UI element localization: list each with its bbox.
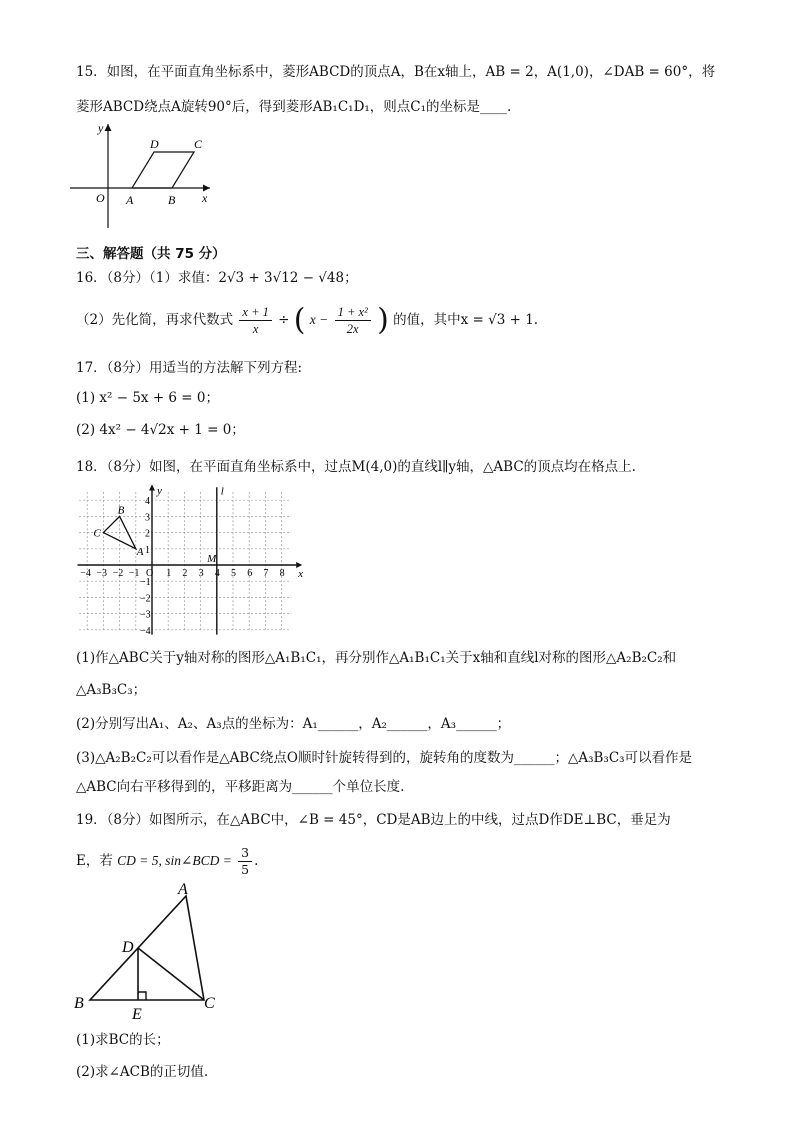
q16-part2-prefix: （2）先化简，再求代数式 [76,312,234,328]
q19-frac-den: 5 [241,862,250,877]
q19-label-B: B [74,995,84,1012]
y-tick-label: 3 [145,512,150,524]
q16-frac2-den: 2x [346,322,359,336]
y-tick-label: −3 [140,609,151,621]
q15-figure [70,118,220,233]
label-C: C [93,527,101,540]
q19-stem-b-math: CD = 5, sin∠BCD = [117,853,232,868]
x-tick-label: 5 [231,568,236,579]
q15-label-C: C [194,137,203,151]
q19-stem-b-prefix: E，若 [76,853,113,869]
q19-label-A: A [178,881,188,898]
q19-frac [238,845,252,878]
q15-label-B: B [168,193,176,207]
q18-p1a: (1)作△ABC关于y轴对称的图形△A₁B₁C₁，再分别作△A₁B₁C₁关于x轴和直线l对称的图形△A₂B₂C₂和 [76,650,677,666]
q16-frac1-den: x [252,322,259,336]
q16-frac2-num: 1 + x² [335,304,371,321]
q16-part2-suffix: 的值，其中x = √3 + 1. [393,312,539,328]
q19-stem-a: 19．（8分）如图所示，在△ABC中，∠B = 45°，CD是AB边上的中线，过点D作DE⊥BC，垂足为 [76,812,671,828]
label-x: x [298,568,304,580]
q18-p1b: △A₃B₃C₃； [76,682,147,698]
q18-p3a: (3)△A₂B₂C₂可以看作是△ABC绕点O顺时针旋转得到的，旋转角的度数为______；△A₃B₃C₃可以看作是 [76,750,693,766]
q15-line2: 菱形ABCD绕点A旋转90°后，得到菱形AB₁C₁D₁，则点C₁的坐标是____. [76,99,512,115]
label-B: B [117,504,125,517]
q15-label-x: x [202,191,208,205]
x-tick-label: 1 [166,568,172,579]
section-title: 三、解答题（共 75 分） [76,246,226,262]
q17-stem: 17．（8分）用适当的方法解下列方程: [76,360,303,376]
x-tick-label: O [146,568,154,579]
q17-eq2: (2) 4x² − 4√2x + 1 = 0； [76,422,245,438]
x-tick-label: −1 [128,568,140,579]
label-A: A [136,545,144,558]
q19-label-E: E [132,1006,142,1023]
q15-line1: 15．如图，在平面直角坐标系中，菱形ABCD的顶点A，B在x轴上，AB = 2，A(1,0)，∠DAB = 60°，将 [76,64,716,80]
q15-label-y: y [98,121,104,135]
q17-eq1: (1) x² − 5x + 6 = 0； [76,390,220,406]
q19-q2: (2)求∠ACB的正切值. [76,1064,209,1080]
q19-frac-num: 3 [238,845,252,862]
x-tick-label: −4 [80,568,91,579]
x-tick-label: 8 [279,568,285,579]
q16-frac2 [335,304,371,337]
q19-label-C: C [204,995,215,1012]
y-tick-label: 2 [145,528,150,540]
q18-grid-figure [70,485,304,637]
x-tick-label: 3 [198,568,204,579]
label-l: l [220,485,224,498]
x-tick-label: 2 [182,568,188,579]
x-tick-label: −2 [112,568,124,579]
q16-part1: 16．（8分）（1）求值：2√3 + 3√12 − √48； [76,270,358,286]
y-tick-label: 1 [145,544,150,556]
label-y: y [157,485,162,498]
q16-frac1 [239,304,271,337]
q19-triangle-figure [70,882,230,1022]
q15-label-D: D [150,137,159,151]
x-tick-label: 6 [247,568,253,579]
q19-q1: (1)求BC的长； [76,1032,170,1048]
q19-stem-b: E，若 CD = 5, sin∠BCD = $\frac{3}{5}$ . [76,845,259,877]
q16-frac1-num: x + 1 [239,304,271,321]
x-tick-label: 4 [214,568,220,579]
label-M: M [207,553,217,565]
q18-stem: 18．（8分）如图，在平面直角坐标系中，过点M(4,0)的直线l∥y轴，△ABC的顶点均在格点上. [76,459,636,475]
x-tick-label: −3 [96,568,108,579]
q16-part2: （2）先化简，再求代数式 $\frac{x + 1}{x}$ ÷ ( x − $\frac{\text{1 + x²}}{2x}$ ) 的值，其中x = √3 + 1. [76,302,539,338]
y-tick-label: −4 [140,625,151,637]
y-axis-arrow [149,484,155,490]
q15-label-A: A [126,193,134,207]
q18-p3b: △ABC向右平移得到的，平移距离为______个单位长度. [76,779,405,795]
x-tick-label: 7 [263,568,269,579]
y-tick-label: −2 [140,593,151,605]
q19-label-D: D [122,939,134,956]
q18-p2: (2)分别写出A₁、A₂、A₃点的坐标为：A₁______，A₂______，A₃______； [76,716,511,732]
q15-label-O: O [96,191,105,205]
y-tick-label: 4 [145,496,150,508]
y-tick-label: −1 [140,577,151,589]
